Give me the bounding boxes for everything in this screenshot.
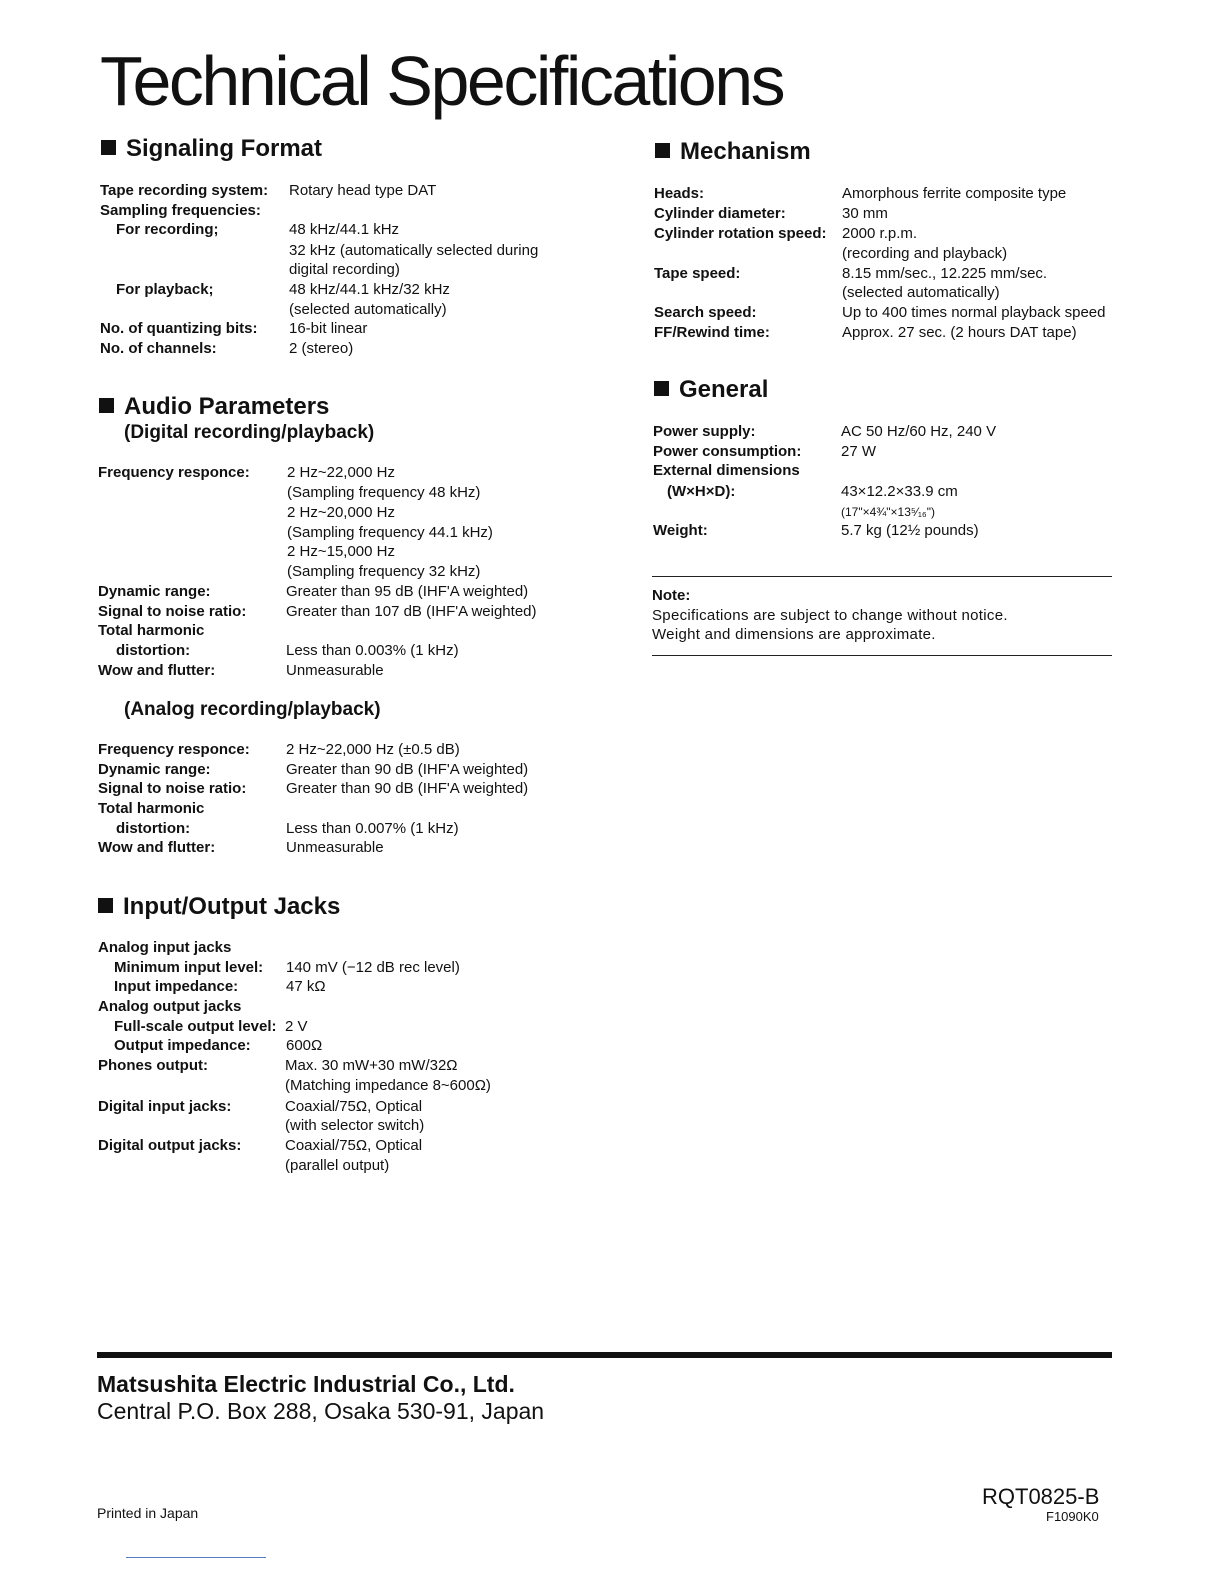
spec-value: 16-bit linear (289, 320, 368, 337)
audio-heading: Audio Parameters (99, 395, 329, 419)
spec-value: (selected automatically) (842, 284, 1000, 301)
note-bottom-divider (652, 655, 1112, 656)
spec-value: 48 kHz/44.1 kHz/32 kHz (289, 281, 450, 298)
spec-value: Less than 0.003% (1 kHz) (286, 642, 459, 659)
spec-value: (with selector switch) (285, 1117, 425, 1134)
spec-value: (parallel output) (285, 1157, 390, 1174)
spec-label: Power supply: (653, 423, 756, 440)
spec-label: Digital output jacks: (98, 1137, 242, 1154)
note-text-line: Specifications are subject to change without notice. (652, 607, 1008, 624)
bullet-square-icon (101, 140, 116, 155)
spec-value: 5.7 kg (12½ pounds) (841, 522, 979, 539)
spec-value: 32 kHz (automatically selected during (289, 242, 539, 259)
spec-label: distortion: (116, 642, 191, 659)
spec-label: Power consumption: (653, 443, 802, 460)
spec-label: Tape recording system: (100, 182, 269, 199)
spec-value: (Sampling frequency 44.1 kHz) (287, 524, 493, 541)
spec-label: Sampling frequencies: (100, 202, 261, 219)
spec-label: distortion: (116, 820, 191, 837)
spec-value: 2 Hz~22,000 Hz (±0.5 dB) (286, 741, 460, 758)
spec-label: Wow and flutter: (98, 839, 216, 856)
spec-value: Up to 400 times normal playback speed (842, 304, 1106, 321)
bullet-square-icon (655, 143, 670, 158)
spec-value: AC 50 Hz/60 Hz, 240 V (841, 423, 997, 440)
spec-label: Analog input jacks (98, 939, 232, 956)
spec-value: 2 Hz~22,000 Hz (287, 464, 395, 481)
bullet-square-icon (654, 381, 669, 396)
spec-label: Signal to noise ratio: (98, 603, 247, 620)
spec-label: Wow and flutter: (98, 662, 216, 679)
spec-value: Coaxial/75Ω, Optical (285, 1137, 423, 1154)
spec-value: 2 V (285, 1018, 308, 1035)
spec-value: 48 kHz/44.1 kHz (289, 221, 400, 238)
spec-value: Greater than 95 dB (IHF'A weighted) (286, 583, 529, 600)
spec-label: Cylinder rotation speed: (654, 225, 827, 242)
spec-value: 140 mV (−12 dB rec level) (286, 959, 460, 976)
spec-value: 600Ω (286, 1037, 323, 1054)
note-text-line: Weight and dimensions are approximate. (652, 626, 936, 643)
spec-value: Greater than 90 dB (IHF'A weighted) (286, 761, 529, 778)
spec-label: Cylinder diameter: (654, 205, 786, 222)
spec-label: Digital input jacks: (98, 1098, 232, 1115)
bullet-square-icon (98, 898, 113, 913)
spec-value: 30 mm (842, 205, 888, 222)
spec-label: For playback; (116, 281, 214, 298)
spec-value: 43×12.2×33.9 cm (841, 483, 958, 500)
spec-value: 2 Hz~15,000 Hz (287, 543, 395, 560)
spec-label: Analog output jacks (98, 998, 242, 1015)
spec-label: External dimensions (653, 462, 800, 479)
bottom-edge-line (126, 1557, 266, 1558)
spec-value: Greater than 107 dB (IHF'A weighted) (286, 603, 537, 620)
spec-value: (17"×4¾"×13⁵⁄₁₆") (841, 505, 936, 519)
document-code: RQT0825-B (982, 1484, 1100, 1509)
company-address: Central P.O. Box 288, Osaka 530-91, Japan (97, 1398, 545, 1424)
spec-value: Rotary head type DAT (289, 182, 437, 199)
mechanism-heading: Mechanism (655, 140, 811, 164)
spec-value: Coaxial/75Ω, Optical (285, 1098, 423, 1115)
spec-value: Unmeasurable (286, 839, 384, 856)
bullet-square-icon (99, 398, 114, 413)
spec-label: FF/Rewind time: (654, 324, 770, 341)
spec-label: Full-scale output level: (114, 1018, 277, 1035)
spec-value: 8.15 mm/sec., 12.225 mm/sec. (842, 265, 1048, 282)
general-heading: General (654, 378, 768, 402)
spec-label: (W×H×D): (667, 483, 736, 500)
spec-value: Max. 30 mW+30 mW/32Ω (285, 1057, 458, 1074)
spec-value: 2 (stereo) (289, 340, 354, 357)
spec-value: 2000 r.p.m. (842, 225, 918, 242)
spec-value: Approx. 27 sec. (2 hours DAT tape) (842, 324, 1077, 341)
company-name: Matsushita Electric Industrial Co., Ltd. (97, 1371, 515, 1397)
spec-value: 47 kΩ (286, 978, 326, 995)
spec-label: Frequency responce: (98, 464, 250, 481)
spec-label: No. of channels: (100, 340, 217, 357)
spec-value: Less than 0.007% (1 kHz) (286, 820, 459, 837)
page-title: Technical Specifications (100, 42, 784, 120)
spec-value: Greater than 90 dB (IHF'A weighted) (286, 780, 529, 797)
spec-label: No. of quantizing bits: (100, 320, 258, 337)
spec-value: (recording and playback) (842, 245, 1008, 262)
spec-value: Amorphous ferrite composite type (842, 185, 1067, 202)
print-code: F1090K0 (1046, 1509, 1099, 1524)
spec-label: For recording; (116, 221, 219, 238)
printed-in-label: Printed in Japan (97, 1505, 199, 1521)
spec-label: Weight: (653, 522, 708, 539)
note-label: Note: (652, 587, 691, 604)
footer-divider (97, 1352, 1112, 1358)
spec-label: Signal to noise ratio: (98, 780, 247, 797)
spec-label: Frequency responce: (98, 741, 250, 758)
spec-value: digital recording) (289, 261, 400, 278)
signaling-heading: Signaling Format (101, 137, 322, 161)
spec-value: 2 Hz~20,000 Hz (287, 504, 395, 521)
spec-value: (Matching impedance 8~600Ω) (285, 1077, 491, 1094)
analog-subheading: (Analog recording/playback) (124, 699, 381, 720)
spec-label: Heads: (654, 185, 705, 202)
spec-label: Total harmonic (98, 800, 205, 817)
spec-value: (Sampling frequency 32 kHz) (287, 563, 481, 580)
spec-label: Minimum input level: (114, 959, 264, 976)
note-top-divider (652, 576, 1112, 577)
spec-value: (Sampling frequency 48 kHz) (287, 484, 481, 501)
spec-label: Tape speed: (654, 265, 741, 282)
spec-value: 27 W (841, 443, 877, 460)
spec-label: Dynamic range: (98, 761, 211, 778)
spec-label: Input impedance: (114, 978, 239, 995)
spec-value: (selected automatically) (289, 301, 447, 318)
spec-label: Search speed: (654, 304, 757, 321)
spec-value: Unmeasurable (286, 662, 384, 679)
spec-label: Total harmonic (98, 622, 205, 639)
io-heading: Input/Output Jacks (98, 895, 340, 919)
digital-subheading: (Digital recording/playback) (124, 422, 375, 443)
spec-label: Phones output: (98, 1057, 208, 1074)
spec-label: Dynamic range: (98, 583, 211, 600)
spec-label: Output impedance: (114, 1037, 251, 1054)
